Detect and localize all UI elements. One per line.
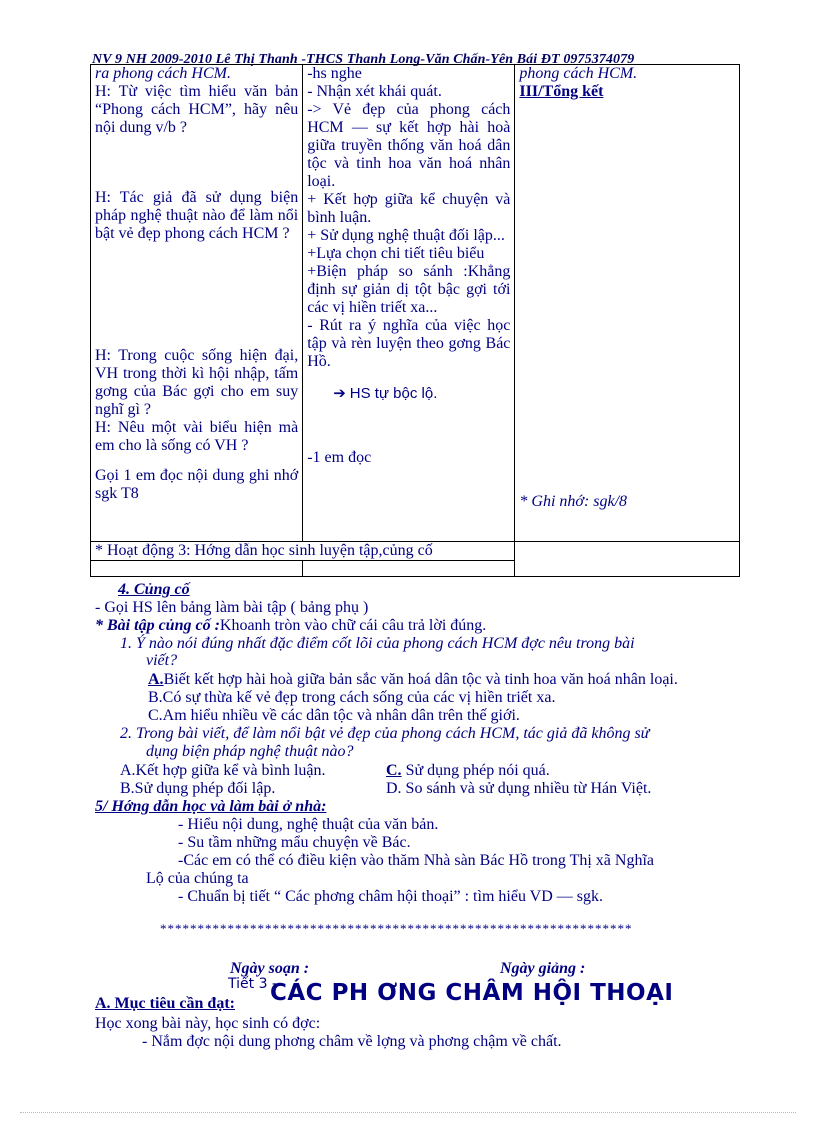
question-1: 1. Ý nào nói đúng nhất đặc điểm cốt lõi của phong cách HCM đợc nêu trong bài [120,635,635,652]
body-text: - Nắm đợc nội dung phơng châm về lợng và phơng chậm về chất. [142,1033,562,1050]
answer-text: Sử dụng phép nói quá. [401,762,550,779]
empty-cell [303,561,515,577]
empty-cell [91,561,303,577]
answer-key: A. [148,671,164,688]
right-arrow-icon: ➔ [333,386,346,402]
question-2: 2. Trong bài viết, để làm nổi bật vẻ đẹp của phong cách HCM, tác giả đã không sử [120,725,650,742]
homework-item: - Hiểu nội dung, nghệ thuật của văn bản. [178,816,439,833]
lesson-number: Tiết 3 - [228,976,277,992]
answer-b: B.Sử dụng phép đối lập. [120,780,276,797]
body-text: Học xong bài này, học sinh có đợc: [95,1015,321,1032]
exercise-text: Khoanh tròn vào chữ cái câu trả lời đúng. [219,617,487,634]
student-activity-cell [303,65,515,542]
page-header: NV 9 NH 2009-2010 Lê Thị Thanh -THCS Thanh Long-Văn Chấn-Yên Bái ĐT 0975374079 [92,52,635,67]
answer-b: B.Có sự thừa kế vẻ đẹp trong cách sống của các vị hiền triết xa. [148,689,556,706]
cell-text: +Lựa chọn chi tiết tiêu biểu [307,245,485,262]
cell-text: - Nhận xét khái quát. [307,83,442,100]
cell-text: + Sử dụng nghệ thuật đối lập... [307,227,505,244]
answer-d: D. So sánh và sử dụng nhiều từ Hán Việt. [386,780,652,797]
separator-stars: *************************************************************** [160,921,633,936]
lesson-title: CÁC PH ƠNG CHÂM HỘI THOẠI [270,980,674,1006]
cell-text: + Kết hợp giữa kể chuyện và bình luận. [307,191,511,226]
answer-key: C. [386,762,402,779]
question-text: H: Từ việc tìm hiểu văn bản “Phong cách HCM”, hãy nêu nội dung v/b ? [95,83,299,136]
answer-c: C.Am hiểu nhiều về các dân tộc và nhân dân trên thế giới. [148,707,520,724]
empty-cell [515,542,740,577]
question-2-cont: dụng biện pháp nghệ thuật nào? [146,743,354,760]
answer-line [307,385,510,403]
question-text: H: Nêu một vài biểu hiện mà em cho là sống có VH ? [95,419,299,454]
answer-text: Biết kết hợp hài hoà giữa bản sắc văn hoá dân tộc và tinh hoa văn hoá nhân loại. [163,671,678,688]
question-1-cont: viết? [146,652,178,669]
objectives-label: A. Mục tiêu cần đạt: [95,995,235,1012]
teacher-activity-cell [91,65,303,542]
homework-item: -Các em có thể có điều kiện vào thăm Nhà sàn Bác Hồ trong Thị xã Nghĩa [178,852,655,869]
activity-heading-cell [91,542,515,561]
exercise-label: * Bài tập củng cố : [95,617,220,634]
body-text [95,617,486,635]
question-text: H: Tác giả đã sử dụng biện pháp nghệ thuật nào để làm nổi bật vẻ đẹp phong cách HCM ? [95,189,299,242]
homework-item-cont: Lộ của chúng ta [146,870,249,887]
body-text: - Gọi HS lên bảng làm bài tập ( bảng phụ ) [95,599,369,616]
homework-item: - Su tầm những mẩu chuyện về Bác. [178,834,411,851]
answer-c [386,762,550,780]
content-cell [515,65,740,542]
instruction-text: Gọi 1 em đọc nội dung ghi nhớ sgk T8 [95,467,299,502]
cell-text: - Rút ra ý nghĩa của việc học tập và rèn luyện theo gơng Bác Hồ. [307,317,511,370]
answer-a: A.Kết hợp giữa kể và bình luận. [120,762,326,779]
cell-text: -> Vẻ đẹp của phong cách HCM — sự kết hợp hài hoà giữa truyền thống văn hoá dân tộc và tinh hoa văn hoá nhân loại. [307,101,511,190]
date-taught-label: Ngày giảng : [500,960,586,977]
cell-text: -1 em đọc [307,449,372,466]
cell-text: -hs nghe [307,65,362,82]
table-row [91,542,740,561]
table-row [91,65,740,542]
homework-item: - Chuẩn bị tiết “ Các phơng châm hội thoại” : tìm hiểu VD — sgk. [178,888,603,905]
activity-heading: * Hoạt động 3: Hớng dẫn học sinh luyện tập,củng cố [95,542,433,559]
cell-text: ra phong cách HCM. [95,65,231,82]
cell-text: * Ghi nhớ: sgk/8 [519,493,628,510]
objectives-heading [95,995,235,1013]
question-text: H: Trong cuộc sống hiện đại, VH trong thời kì hội nhập, tấm gơng của Bác gợi cho em suy nghĩ gì ? [95,347,299,418]
cell-text: +Biện pháp so sánh :Khẳng định sự giản dị tột bậc gợi tới các vị hiền triết xa... [307,263,511,316]
lesson-table [90,64,740,577]
cell-text: phong cách HCM. [519,65,638,82]
answer-a [148,671,678,689]
page-bottom-divider [20,1112,796,1113]
date-prepared-label: Ngày soạn : [230,960,310,977]
section-heading: III/Tổng kết [519,83,604,100]
cell-text: HS tự bộc lộ. [349,385,438,402]
section-title: 4. Củng cố [118,581,190,598]
section-title: 5/ Hớng dẫn học và làm bài ở nhà: [95,798,327,815]
